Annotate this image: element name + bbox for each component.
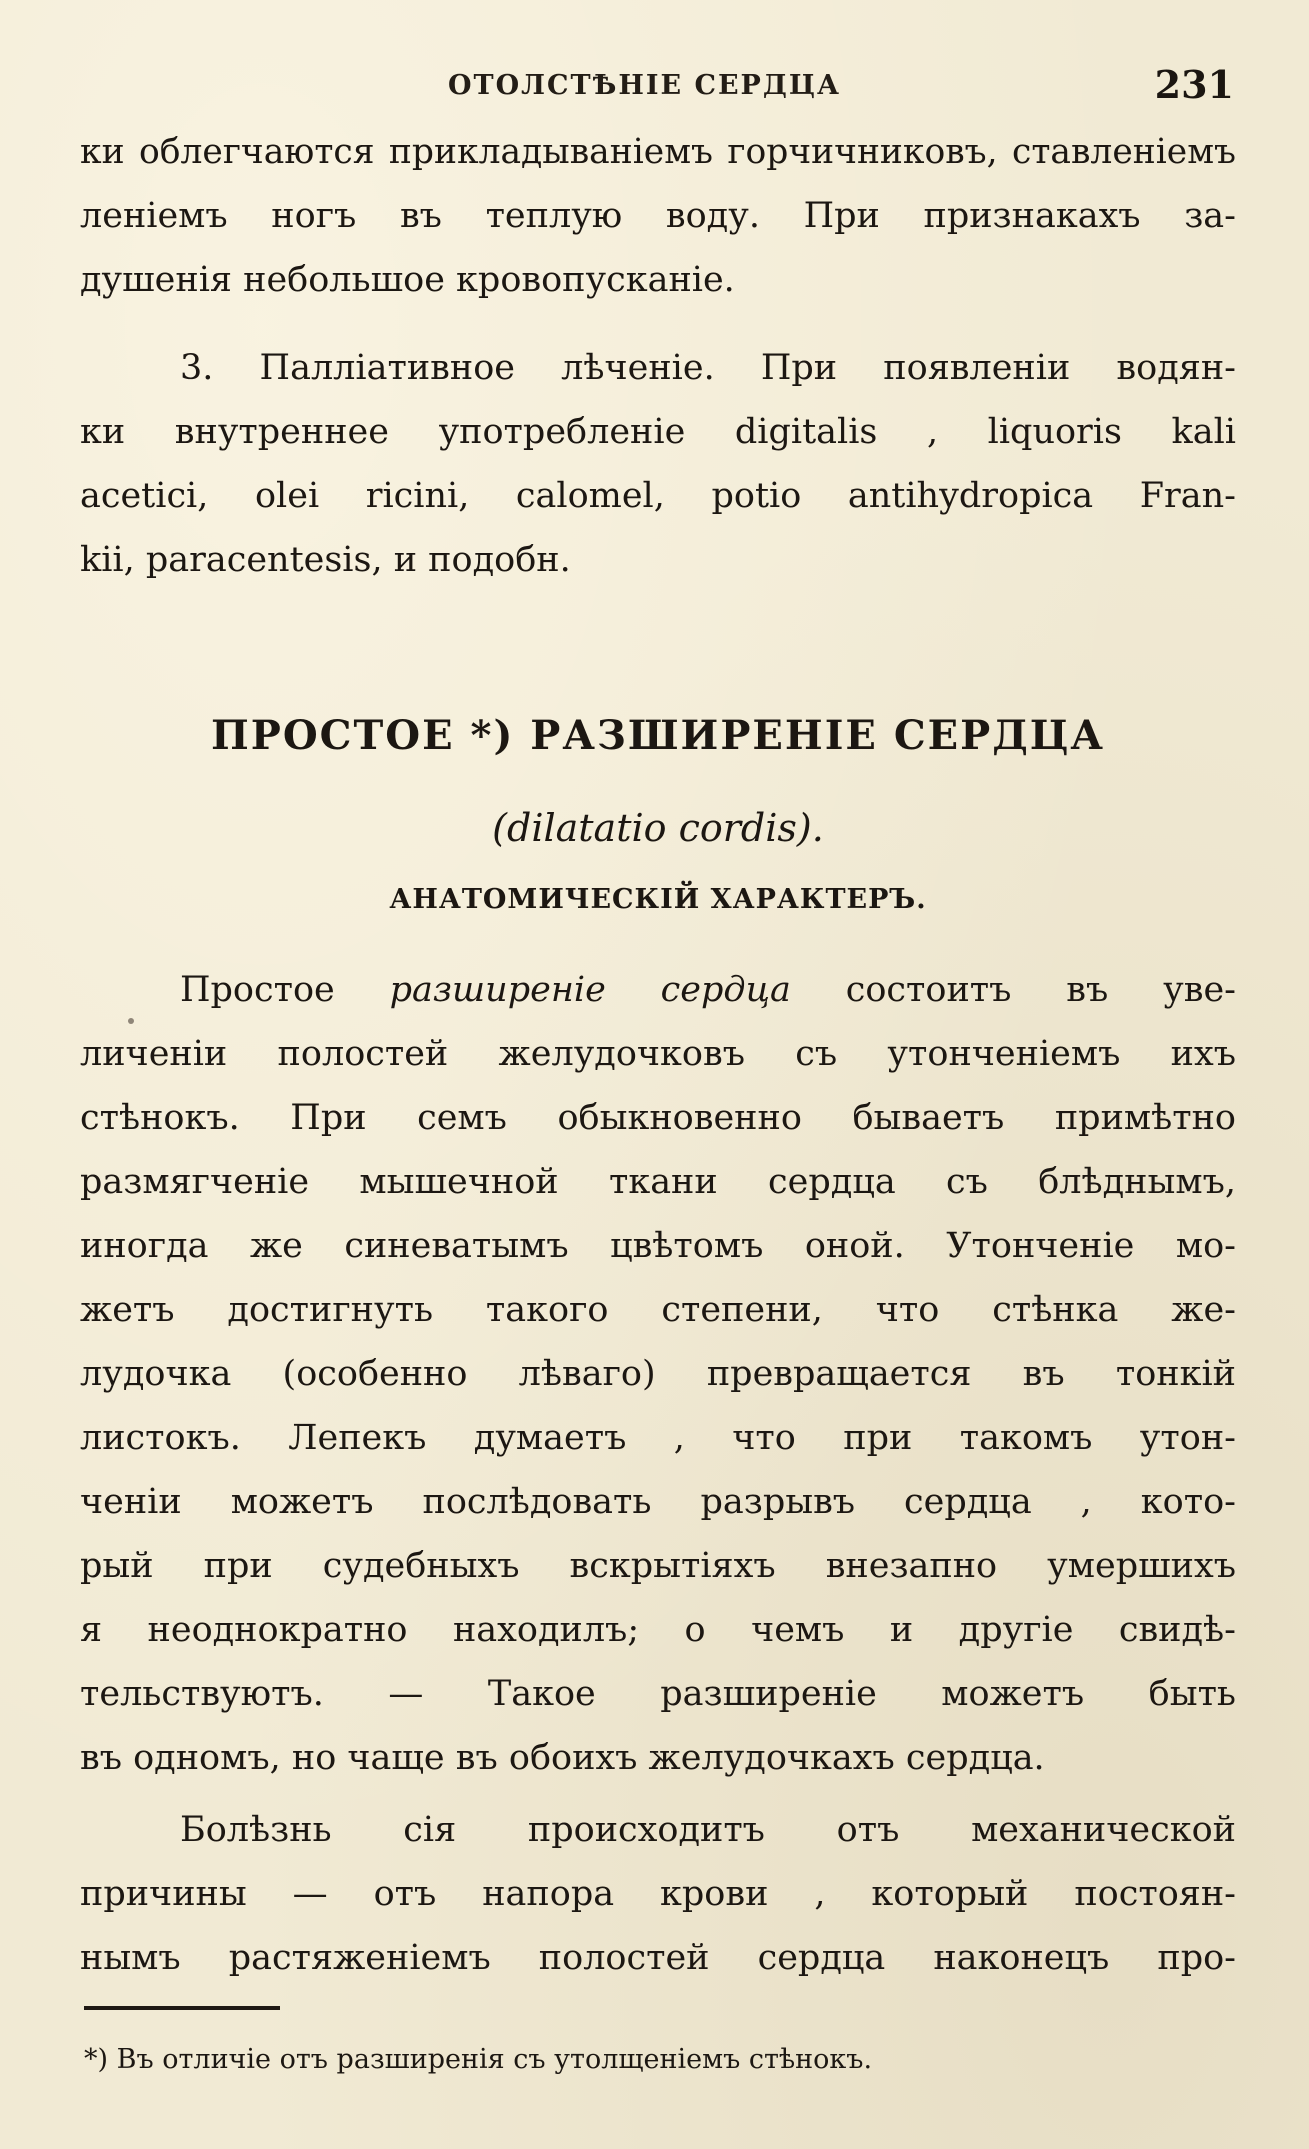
text-line: 3. Палліативное лѣченіе. При появленіи водян- <box>180 348 1236 388</box>
text-line: причины — отъ напора крови , который постоян- <box>80 1874 1236 1914</box>
italic-term: разширеніе сердца <box>389 970 791 1010</box>
paragraph-anatomy <box>80 958 1236 1790</box>
text-line: леніемъ ногъ въ теплую воду. При признакахъ за- <box>80 196 1236 236</box>
paragraph-causes <box>80 1798 1236 1990</box>
text-line: ки облегчаются прикладываніемъ горчичниковъ, ставленіемъ <box>80 132 1236 172</box>
running-head: ОТОЛСТѢНІЕ СЕРДЦА <box>448 70 841 101</box>
text-line: лудочка (особенно лѣваго) превращается въ тонкій <box>80 1354 1236 1394</box>
text-line: ки внутреннее употребленіе digitalis , liquoris kali <box>80 412 1236 452</box>
section-title: ПРОСТОЕ *) РАЗШИРЕНІЕ СЕРДЦА <box>210 712 1106 759</box>
text-line: Болѣзнь сія происходитъ отъ механической <box>180 1810 1236 1850</box>
text-line: въ одномъ, но чаще въ обоихъ желудочкахъ сердца. <box>80 1738 1045 1778</box>
ink-speck <box>128 1018 134 1024</box>
text-line: я неоднократно находилъ; о чемъ и другіе свидѣ- <box>80 1610 1236 1650</box>
page-number: 231 <box>1154 62 1234 107</box>
text-line <box>80 958 1236 1022</box>
text-line: листокъ. Лепекъ думаетъ , что при такомъ утон- <box>80 1418 1236 1458</box>
text-line: размягченіе мышечной ткани сердца съ блѣднымъ, <box>80 1162 1236 1202</box>
text-line: ченіи можетъ послѣдовать разрывъ сердца , кото- <box>80 1482 1236 1522</box>
text-line: рый при судебныхъ вскрытіяхъ внезапно умершихъ <box>80 1546 1236 1586</box>
text-run: Простое <box>180 970 390 1010</box>
section-subtitle: АНАТОМИЧЕСКІЙ ХАРАКТЕРЪ. <box>389 884 927 915</box>
footnote-divider <box>84 2006 280 2010</box>
paragraph-palliative <box>80 336 1236 592</box>
paragraph-continuation <box>80 120 1236 312</box>
text-line: личеніи полостей желудочковъ съ утонченіемъ ихъ <box>80 1034 1236 1074</box>
text-line: acetici, olei ricini, calomel, potio antihydropica Fran- <box>80 476 1236 516</box>
text-line: тельствуютъ. — Такое разширеніе можетъ быть <box>80 1674 1236 1714</box>
page-header <box>78 62 1234 112</box>
text-line: kii, paracentesis, и подобн. <box>80 540 571 580</box>
text-line: нымъ растяженіемъ полостей сердца наконецъ про- <box>80 1938 1236 1978</box>
section-latin-title: (dilatatio cordis). <box>492 806 824 850</box>
text-line: жетъ достигнуть такого степени, что стѣнка же- <box>80 1290 1236 1330</box>
text-run: состоитъ въ уве- <box>790 970 1236 1010</box>
text-line: стѣнокъ. При семъ обыкновенно бываетъ примѣтно <box>80 1098 1236 1138</box>
footnote: *) Въ отличіе отъ разширенія съ утолщеніемъ стѣнокъ. <box>84 2044 873 2075</box>
text-line: душенія небольшое кровопусканіе. <box>80 260 735 300</box>
text-line: иногда же синеватымъ цвѣтомъ оной. Утонченіе мо- <box>80 1226 1236 1266</box>
